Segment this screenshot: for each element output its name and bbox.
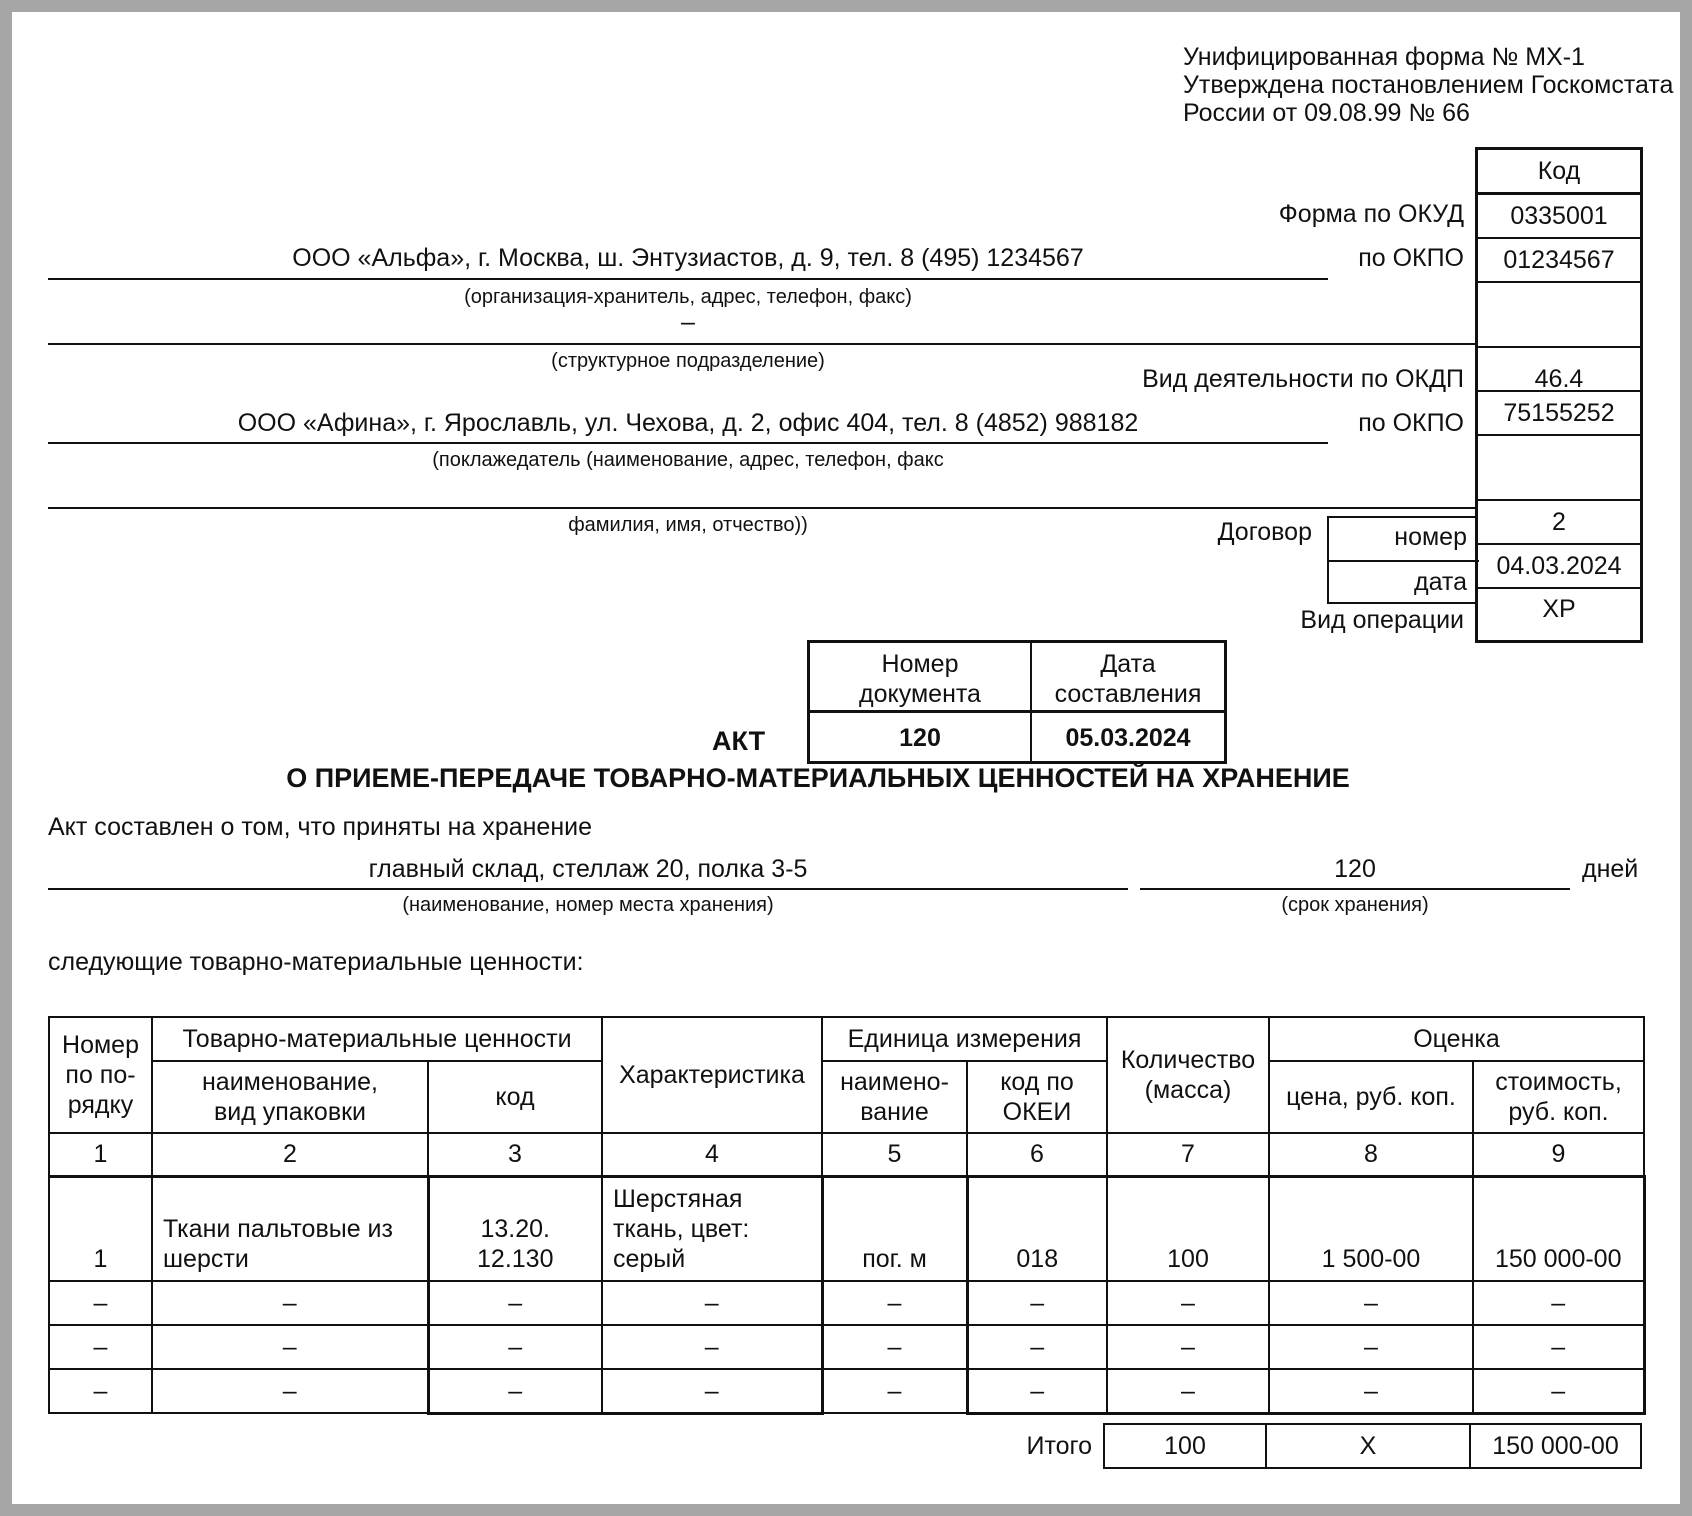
dash-cell: – [822,1369,967,1413]
form-line-3: России от 09.08.99 № 66 [1183,99,1470,127]
total-quantity: 100 [1104,1424,1266,1468]
header-price: цена, руб. коп. [1269,1061,1473,1133]
doc-date-label-2: составления [1054,680,1202,708]
table-row [49,1325,1644,1369]
document-title: АКТ [712,726,766,756]
col-number-3: 3 [428,1133,602,1176]
okpo-label-2: по ОКПО [1358,409,1464,437]
document-page [12,12,1680,1504]
dash-cell: – [967,1281,1107,1325]
contract-number-value: 2 [1478,501,1640,545]
row1-quantity: 100 [1107,1176,1269,1281]
dash-cell: – [428,1369,602,1413]
col-number-4: 4 [602,1133,822,1176]
header-evaluation: Оценка [1269,1017,1644,1061]
header-number: Номер по по- рядку [49,1017,152,1133]
row1-unit: пог. м [822,1176,967,1281]
header-cost: стоимость, руб. коп. [1473,1061,1644,1133]
subdivision-value: – [681,308,695,336]
subdivision-caption: (структурное подразделение) [551,350,825,372]
header-okei: код по ОКЕИ [967,1061,1107,1133]
col-number-5: 5 [822,1133,967,1176]
dash-cell: – [822,1281,967,1325]
operation-label: Вид операции [1300,606,1464,634]
row1-okei: 018 [967,1176,1107,1281]
okud-value: 0335001 [1478,195,1640,239]
storage-term-caption: (срок хранения) [1281,894,1429,916]
totals-table [1103,1423,1642,1469]
okpo-value-1: 01234567 [1478,239,1640,283]
col-number-7: 7 [1107,1133,1269,1176]
dash-cell: – [602,1369,822,1413]
total-cost: 150 000-00 [1470,1424,1641,1468]
document-subtitle: О ПРИЕМЕ-ПЕРЕДАЧЕ ТОВАРНО-МАТЕРИАЛЬНЫХ ЦЕННОСТЕЙ НА ХРАНЕНИЕ [286,763,1350,793]
dash-cell: – [967,1325,1107,1369]
depositor-caption-2: фамилия, имя, отчество)) [568,514,808,536]
header-unit: Единица измерения [822,1017,1107,1061]
form-line-1: Унифицированная форма № МХ-1 [1183,43,1585,71]
row1-name: Ткани пальтовые из шерсти [152,1176,428,1281]
storage-intro: Акт составлен о том, что приняты на хранение [48,813,593,841]
okpo-value-2: 75155252 [1478,392,1640,436]
okdp-label: Вид деятельности по ОКДП [1142,365,1464,393]
dash-cell: – [1107,1281,1269,1325]
doc-number-label-2: документа [859,680,981,708]
storage-place: главный склад, стеллаж 20, полка 3-5 [368,855,808,883]
dash-cell: – [152,1325,428,1369]
document-number-box [807,640,1227,764]
row1-number: 1 [49,1176,152,1281]
okud-label: Форма по ОКУД [1278,200,1464,228]
dash-cell: – [602,1281,822,1325]
dash-cell: – [49,1281,152,1325]
custodian-value: ООО «Альфа», г. Москва, ш. Энтузиастов, д. 9, тел. 8 (495) 1234567 [292,244,1084,272]
operation-value: ХР [1542,595,1576,623]
dash-cell: – [822,1325,967,1369]
dash-cell: – [152,1281,428,1325]
row1-code: 13.20. 12.130 [428,1176,602,1281]
dash-cell: – [967,1369,1107,1413]
row1-price: 1 500-00 [1269,1176,1473,1281]
code-header: Код [1478,150,1640,195]
dash-cell: – [428,1281,602,1325]
custodian-caption: (организация-хранитель, адрес, телефон, факс) [464,286,912,308]
dash-cell: – [1473,1281,1644,1325]
contract-number-label: номер [1394,523,1467,551]
dash-cell: – [428,1325,602,1369]
dash-cell: – [1107,1369,1269,1413]
storage-term: 120 [1334,855,1376,883]
depositor-caption-1: (поклажедатель (наименование, адрес, телефон, факс [432,449,944,471]
row1-cost: 150 000-00 [1473,1176,1644,1281]
form-line-2: Утверждена постановлением Госкомстата [1183,71,1674,99]
table-row [49,1281,1644,1325]
contract-box [1327,516,1477,604]
dash-cell: – [1269,1369,1473,1413]
okdp-value: 46.4 [1478,348,1640,392]
header-unit-name: наимено- вание [822,1061,967,1133]
following-text: следующие товарно-материальные ценности: [48,948,584,976]
code-box [1475,147,1643,643]
empty-code-cell-1 [1478,283,1640,348]
dash-cell: – [1269,1281,1473,1325]
dash-cell: – [1269,1325,1473,1369]
table-row [49,1369,1644,1413]
total-label: Итого [1026,1432,1092,1460]
doc-number-label-1: Номер [881,650,959,678]
header-code: код [428,1061,602,1133]
col-number-1: 1 [49,1133,152,1176]
storage-place-caption: (наименование, номер места хранения) [402,894,774,916]
dash-cell: – [152,1369,428,1413]
doc-number-value: 120 [899,724,941,752]
doc-date-value: 05.03.2024 [1065,724,1191,752]
doc-date-label-1: Дата [1100,650,1156,678]
goods-table [48,1016,1646,1415]
dash-cell: – [49,1325,152,1369]
depositor-value: ООО «Афина», г. Ярославль, ул. Чехова, д. 2, офис 404, тел. 8 (4852) 988182 [237,409,1139,437]
empty-code-cell-2 [1478,436,1640,501]
table-row [49,1176,1644,1281]
dash-cell: – [1107,1325,1269,1369]
dash-cell: – [1473,1325,1644,1369]
okpo-label-1: по ОКПО [1358,244,1464,272]
dash-cell: – [602,1325,822,1369]
row1-characteristic: Шерстяная ткань, цвет: серый [602,1176,822,1281]
header-name: наименование, вид упаковки [152,1061,428,1133]
header-goods: Товарно-материальные ценности [152,1017,602,1061]
col-number-2: 2 [152,1133,428,1176]
dash-cell: – [1473,1369,1644,1413]
col-number-8: 8 [1269,1133,1473,1176]
header-quantity: Количество (масса) [1107,1017,1269,1133]
contract-date-label: дата [1413,568,1467,596]
total-price: Х [1266,1424,1470,1468]
dash-cell: – [49,1369,152,1413]
col-number-9: 9 [1473,1133,1644,1176]
col-number-6: 6 [967,1133,1107,1176]
contract-date-value: 04.03.2024 [1478,545,1640,589]
contract-label: Договор [1217,518,1312,546]
header-characteristic: Характеристика [602,1017,822,1133]
storage-term-unit: дней [1582,855,1639,883]
